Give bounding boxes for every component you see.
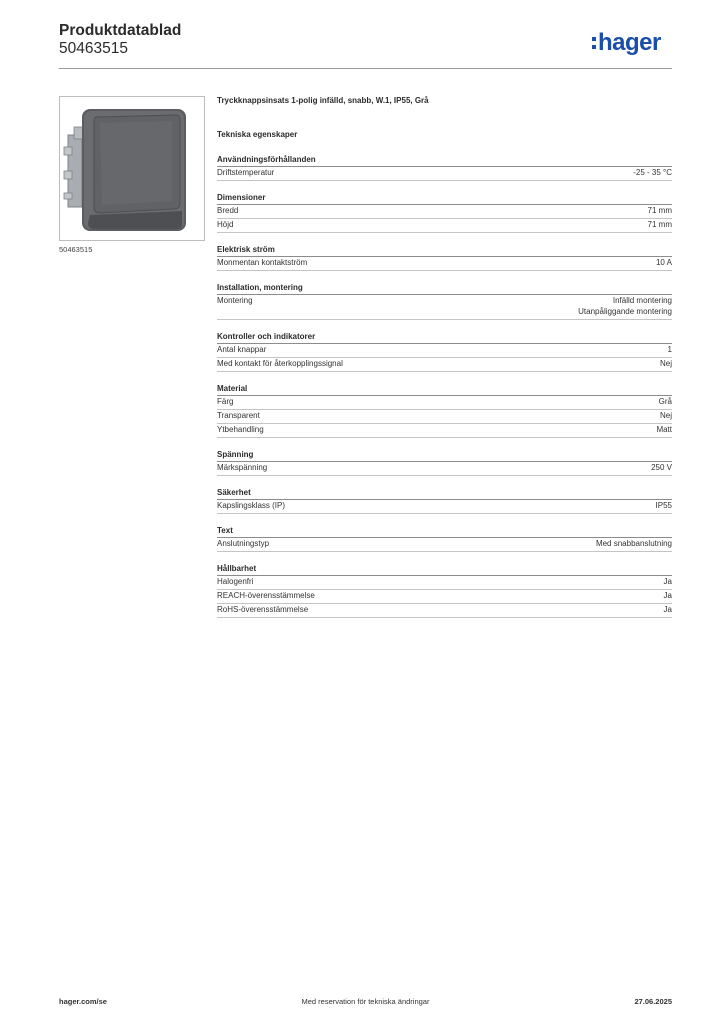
spec-row — [217, 167, 672, 181]
spec-label: Montering — [217, 296, 253, 305]
spec-value-line: Infälld montering — [612, 296, 672, 305]
section-title: Säkerhet — [217, 487, 672, 500]
spec-section — [217, 563, 672, 618]
spec-value — [659, 397, 672, 408]
spec-section — [217, 154, 672, 181]
spec-label: Höjd — [217, 220, 234, 229]
spec-value — [656, 258, 672, 269]
footer-date: 27.06.2025 — [634, 997, 672, 1006]
product-number: 50463515 — [59, 40, 128, 57]
header-divider — [59, 68, 672, 69]
spec-row — [217, 219, 672, 233]
section-title: Hållbarhet — [217, 563, 672, 576]
section-title: Spänning — [217, 449, 672, 462]
spec-row — [217, 257, 672, 271]
spec-value-line: Matt — [656, 424, 672, 434]
spec-value — [651, 463, 672, 474]
spec-label: Färg — [217, 396, 234, 406]
hager-logo — [592, 28, 674, 58]
spec-value-line: Ja — [663, 604, 672, 614]
spec-value-line: 250 V — [651, 462, 672, 472]
section-title: Användningsförhållanden — [217, 154, 672, 167]
spec-section — [217, 192, 672, 233]
spec-value — [633, 168, 672, 179]
spec-section — [217, 383, 672, 438]
spec-label: Ytbehandling — [217, 424, 264, 434]
spec-value-line: IP55 — [655, 500, 672, 510]
section-title: Dimensioner — [217, 192, 672, 205]
spec-value-line: Ja — [663, 590, 672, 600]
spec-value — [596, 539, 672, 550]
product-image — [59, 96, 205, 241]
spec-section — [217, 487, 672, 514]
spec-row — [217, 205, 672, 219]
spec-label: Driftstemperatur — [217, 168, 275, 177]
image-caption: 50463515 — [59, 245, 93, 254]
spec-value-line: 10 A — [655, 258, 672, 267]
spec-value-line: Nej — [659, 358, 672, 368]
spec-section — [217, 525, 672, 552]
spec-value-line: Nej — [659, 410, 672, 420]
spec-value-line: 71 mm — [647, 220, 672, 229]
spec-value — [578, 296, 672, 317]
logo-dot-bottom — [592, 45, 596, 49]
spec-value — [668, 345, 672, 356]
spec-label: Anslutningstyp — [217, 538, 270, 548]
spec-label: Kapslingsklass (IP) — [217, 500, 286, 510]
spec-section — [217, 282, 672, 320]
spec-row — [217, 576, 672, 590]
spec-value — [664, 591, 672, 602]
spec-value — [660, 359, 672, 370]
spec-label: Antal knappar — [217, 344, 267, 354]
spec-row — [217, 358, 672, 372]
section-title: Installation, montering — [217, 282, 672, 295]
footer-disclaimer: Med reservation för tekniska ändringar — [301, 997, 430, 1006]
spec-value — [664, 605, 672, 616]
spec-value-line: Grå — [658, 396, 672, 406]
spec-value-line: 1 — [667, 344, 672, 354]
spec-label: Halogenfri — [217, 576, 254, 586]
spec-label: Bredd — [217, 206, 239, 215]
spec-label: Monmentan kontaktström — [217, 258, 308, 267]
spec-value — [660, 411, 672, 422]
spec-row — [217, 410, 672, 424]
spec-label: Märkspänning — [217, 462, 268, 472]
spec-section — [217, 244, 672, 271]
switch-image — [60, 97, 204, 240]
spec-label: REACH-överensstämmelse — [217, 590, 315, 600]
spec-row — [217, 538, 672, 552]
section-title: Material — [217, 383, 672, 396]
spec-row — [217, 424, 672, 438]
spec-sections — [217, 154, 672, 618]
spec-row — [217, 500, 672, 514]
document-header — [59, 22, 181, 58]
spec-value — [648, 220, 672, 231]
spec-row — [217, 295, 672, 320]
spec-label: Med kontakt för återkopplingssignal — [217, 358, 343, 368]
spec-section — [217, 331, 672, 372]
spec-value-line: -25 - 35 °C — [633, 168, 672, 177]
spec-label: RoHS-överensstämmelse — [217, 604, 309, 614]
spec-value — [664, 577, 672, 588]
spec-row — [217, 462, 672, 476]
footer-website: hager.com/se — [59, 997, 107, 1006]
spec-row — [217, 396, 672, 410]
spec-row — [217, 590, 672, 604]
technical-properties-heading: Tekniska egenskaper — [217, 130, 298, 139]
spec-label: Transparent — [217, 410, 260, 420]
section-title: Text — [217, 525, 672, 538]
specification-content — [217, 96, 672, 629]
spec-value-line: Med snabbanslutning — [595, 538, 672, 548]
document-title: Produktdatablad — [59, 22, 182, 39]
spec-section — [217, 449, 672, 476]
spec-row — [217, 344, 672, 358]
spec-value-line: Ja — [663, 576, 672, 586]
spec-value — [656, 425, 672, 436]
spec-value — [648, 206, 672, 217]
section-title: Kontroller och indikatorer — [217, 331, 672, 344]
spec-value-line: 71 mm — [647, 206, 672, 215]
logo-wordmark: hager — [598, 29, 661, 56]
spec-value — [656, 501, 672, 512]
section-title: Elektrisk ström — [217, 244, 672, 257]
spec-value-line: Utanpåliggande montering — [578, 306, 672, 316]
product-description: Tryckknappsinsats 1-polig infälld, snabb, W.1, IP55, Grå — [217, 96, 429, 105]
spec-row — [217, 604, 672, 618]
logo-dot-top — [592, 37, 596, 41]
